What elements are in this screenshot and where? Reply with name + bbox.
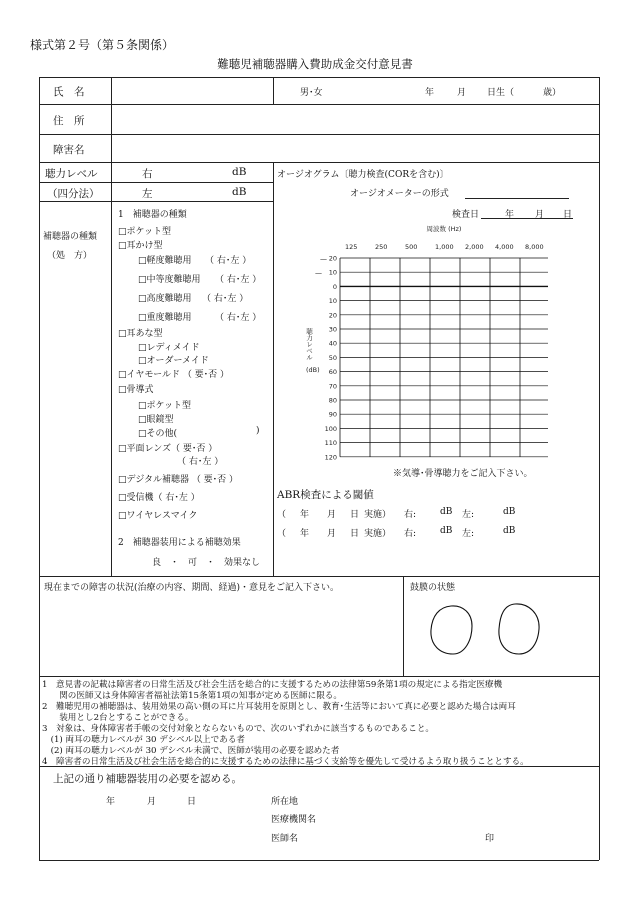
abr-1-month: 月 [327,510,337,520]
db-label: 20 [328,311,337,320]
abr-2-month: 月 [327,529,337,539]
mild-lr: （ 右･左 ） [205,256,252,266]
freq-label: 500 [405,243,418,251]
ylabel: 聴力レベル [305,328,313,361]
abr-1-open: （ [277,510,287,520]
abr-1-day: 日 [350,510,360,520]
checkbox-earmold[interactable]: □イヤモールド （ 要･否 ） [118,370,230,380]
db-label: 60 [328,368,337,377]
hearing-left-unit: dB [232,186,247,198]
institution-label: 医療機関名 [271,815,317,825]
audiometer-label: オージオメーターの形式 [350,189,449,199]
hearing-right-label: 右 [142,168,153,180]
freq-axis-label: 周波数 (Hz) [426,225,462,233]
eardrum-left-diagram [493,601,545,657]
checkbox-flat-lens[interactable]: □平面レンズ（ 要･否 ） [118,444,218,454]
hearing-left-label: 左 [142,188,153,200]
note-line: 4 障害者の日常生活及び社会生活を総合的に支援するための法律に基づく支給等を優先して受けるよう取り扱うこととする。 [42,757,529,767]
cert-month: 月 [147,797,157,807]
freq-label: 250 [375,243,388,251]
severe-lr: （ 右･左 ） [202,294,249,304]
checkbox-order-made[interactable]: □オーダーメイド [138,356,209,366]
db-label: 40 [328,339,337,348]
form-number: 様式第２号（第５条関係） [30,38,175,52]
exam-date-blank[interactable] [481,218,573,219]
gender-field: 男･女 [300,88,323,98]
yunit: (dB) [306,366,320,374]
audiogram-note: ※気導･骨導聴力をご記入下さい。 [393,469,533,479]
note-line: 1 意見書の記載は障害者の日常生活及び社会生活を総合的に支援するための法律第59条第1項の規定による指定医療機 [42,680,503,690]
hearing-level-label: 聴力レベル [45,168,98,180]
disability-label: 障害名 [53,144,85,156]
db-label: 50 [328,353,337,362]
freq-label: 1,000 [435,243,454,251]
abr-1-year: 年 [300,510,310,520]
abr-title: ABR検査による閾値 [277,489,374,501]
cert-day: 日 [187,797,197,807]
checkbox-glasses[interactable]: □眼鏡型 [138,415,174,425]
hearing-level-method: （四分法） [47,188,100,200]
checkbox-wireless-mic[interactable]: □ワイヤレスマイク [118,511,198,521]
audiogram-chart[interactable] [298,220,548,468]
form-title: 難聴児補聴器購入費助成金交付意見書 [217,57,413,71]
checkbox-profound[interactable]: □重度難聴用 [138,313,192,323]
db-label: 10 [328,268,337,277]
exam-date-day: 日 [563,210,573,220]
name-label: 氏 名 [53,86,85,98]
checkbox-moderate[interactable]: □中等度難聴用 [138,275,201,285]
abr-2-db-left: dB [503,526,516,536]
note-line: 2 難聴児用の補聴器は、装用効果の高い側の耳に片耳装用を原則とし、教育･生活等において真に必要と認めた場合は両耳 [42,702,516,712]
abr-2-db-right: dB [440,526,453,536]
profound-lr: （ 右･左 ） [215,313,262,323]
aid-type-sub: （処 方） [47,251,93,261]
note-line: 3 対象は、身体障害者手帳の交付対象とならないもので、次のいずれかに該当するものであること。 [42,724,435,734]
checkbox-bone-conduction[interactable]: □骨導式 [118,385,154,395]
freq-label: 8,000 [525,243,544,251]
checkbox-other[interactable]: □その他( [138,429,178,439]
note-line: 装用とし2台とすることができる。 [42,713,194,723]
db-label: 70 [328,382,337,391]
dob-age-label: 歳） [543,88,562,98]
location-label: 所在地 [271,797,299,807]
doctor-label: 医師名 [271,834,299,844]
effect-options[interactable]: 良 ・ 可 ・ 効果なし [152,558,261,568]
dob-month-label: 月 [457,88,467,98]
db-label: 10 [328,297,337,306]
moderate-lr: （ 右･左 ） [215,275,262,285]
checkbox-ear-hook[interactable]: □耳かけ型 [118,241,163,251]
abr-2-impl: 実施） [364,529,392,539]
dob-day-label: 日生（ [487,88,515,98]
abr-2-day: 日 [350,529,360,539]
flat-lens-lr: （ 右･左 ） [177,457,224,467]
checkbox-in-ear[interactable]: □耳あな型 [118,329,163,339]
db-label: 0 [332,282,337,291]
audiogram-grid [340,258,548,457]
db-label: 30 [328,325,337,334]
neg-mark-20: — [320,255,327,263]
exam-date-month: 月 [535,210,545,220]
checkbox-mild[interactable]: □軽度難聴用 [138,256,192,266]
audiometer-blank[interactable] [465,198,569,199]
eardrum-label: 鼓膜の状態 [410,583,456,593]
db-label: 90 [328,410,337,419]
abr-1-db-left: dB [503,507,516,517]
checkbox-digital[interactable]: □デジタル補聴器 （ 要･否 ） [118,475,239,485]
abr-1-impl: 実施） [364,510,392,520]
db-label: 80 [328,396,337,405]
db-label: 120 [324,453,337,462]
exam-date-year: 年 [505,210,515,220]
freq-label: 4,000 [495,243,514,251]
aid-heading: 1 補聴器の種類 [118,210,187,220]
address-label: 住 所 [53,115,85,127]
db-label: 110 [324,439,337,448]
aid-type-label: 補聴器の種類 [43,232,98,242]
note-line: (2) 両耳の聴力レベルが 30 デシベル未満で、医師が装用の必要を認めた者 [42,746,340,756]
abr-2-open: （ [277,529,287,539]
freq-label: 2,000 [465,243,484,251]
eardrum-right-diagram [425,603,477,657]
checkbox-receiver[interactable]: □受信機（ 右･左 ） [118,493,200,503]
seal-label: 印 [485,834,495,844]
cert-year: 年 [106,797,116,807]
freq-label: 125 [345,243,358,251]
note-line: 関の医師又は身体障害者福祉法第15条第1項の知事が定める医師に限る。 [42,691,342,701]
db-label: 20 [328,254,337,263]
abr-2-left: 左: [462,529,475,539]
abr-2-right: 右: [404,529,417,539]
history-label: 現在までの障害の状況(治療の内容、期間、経過)・意見をご記入下さい。 [44,583,340,593]
abr-2-year: 年 [300,529,310,539]
exam-date-label: 検査日 [452,210,480,220]
effect-heading: 2 補聴器装用による補聴効果 [118,538,241,548]
freq-tick-labels [345,243,544,251]
other-close: ) [256,426,260,436]
audiogram-header: オージオグラム〔聴力検査(CORを含む)〕 [277,170,449,180]
checkbox-severe[interactable]: □高度難聴用 [138,294,192,304]
abr-1-left: 左: [462,510,475,520]
hearing-right-unit: dB [232,166,247,178]
dob-year-label: 年 [425,88,435,98]
note-line: (1) 両耳の聴力レベルが 30 デシベル以上である者 [42,735,246,745]
checkbox-ready-made[interactable]: □レディメイド [138,343,200,353]
db-label: 100 [324,424,337,433]
abr-1-db-right: dB [440,507,453,517]
checkbox-pocket[interactable]: □ポケット型 [118,227,172,237]
db-tick-labels [325,255,337,462]
checkbox-bone-pocket[interactable]: □ポケット型 [138,401,192,411]
abr-1-right: 右: [404,510,417,520]
neg-mark-10: — [315,269,322,277]
certification-statement: 上記の通り補聴器装用の必要を認める。 [53,773,242,785]
